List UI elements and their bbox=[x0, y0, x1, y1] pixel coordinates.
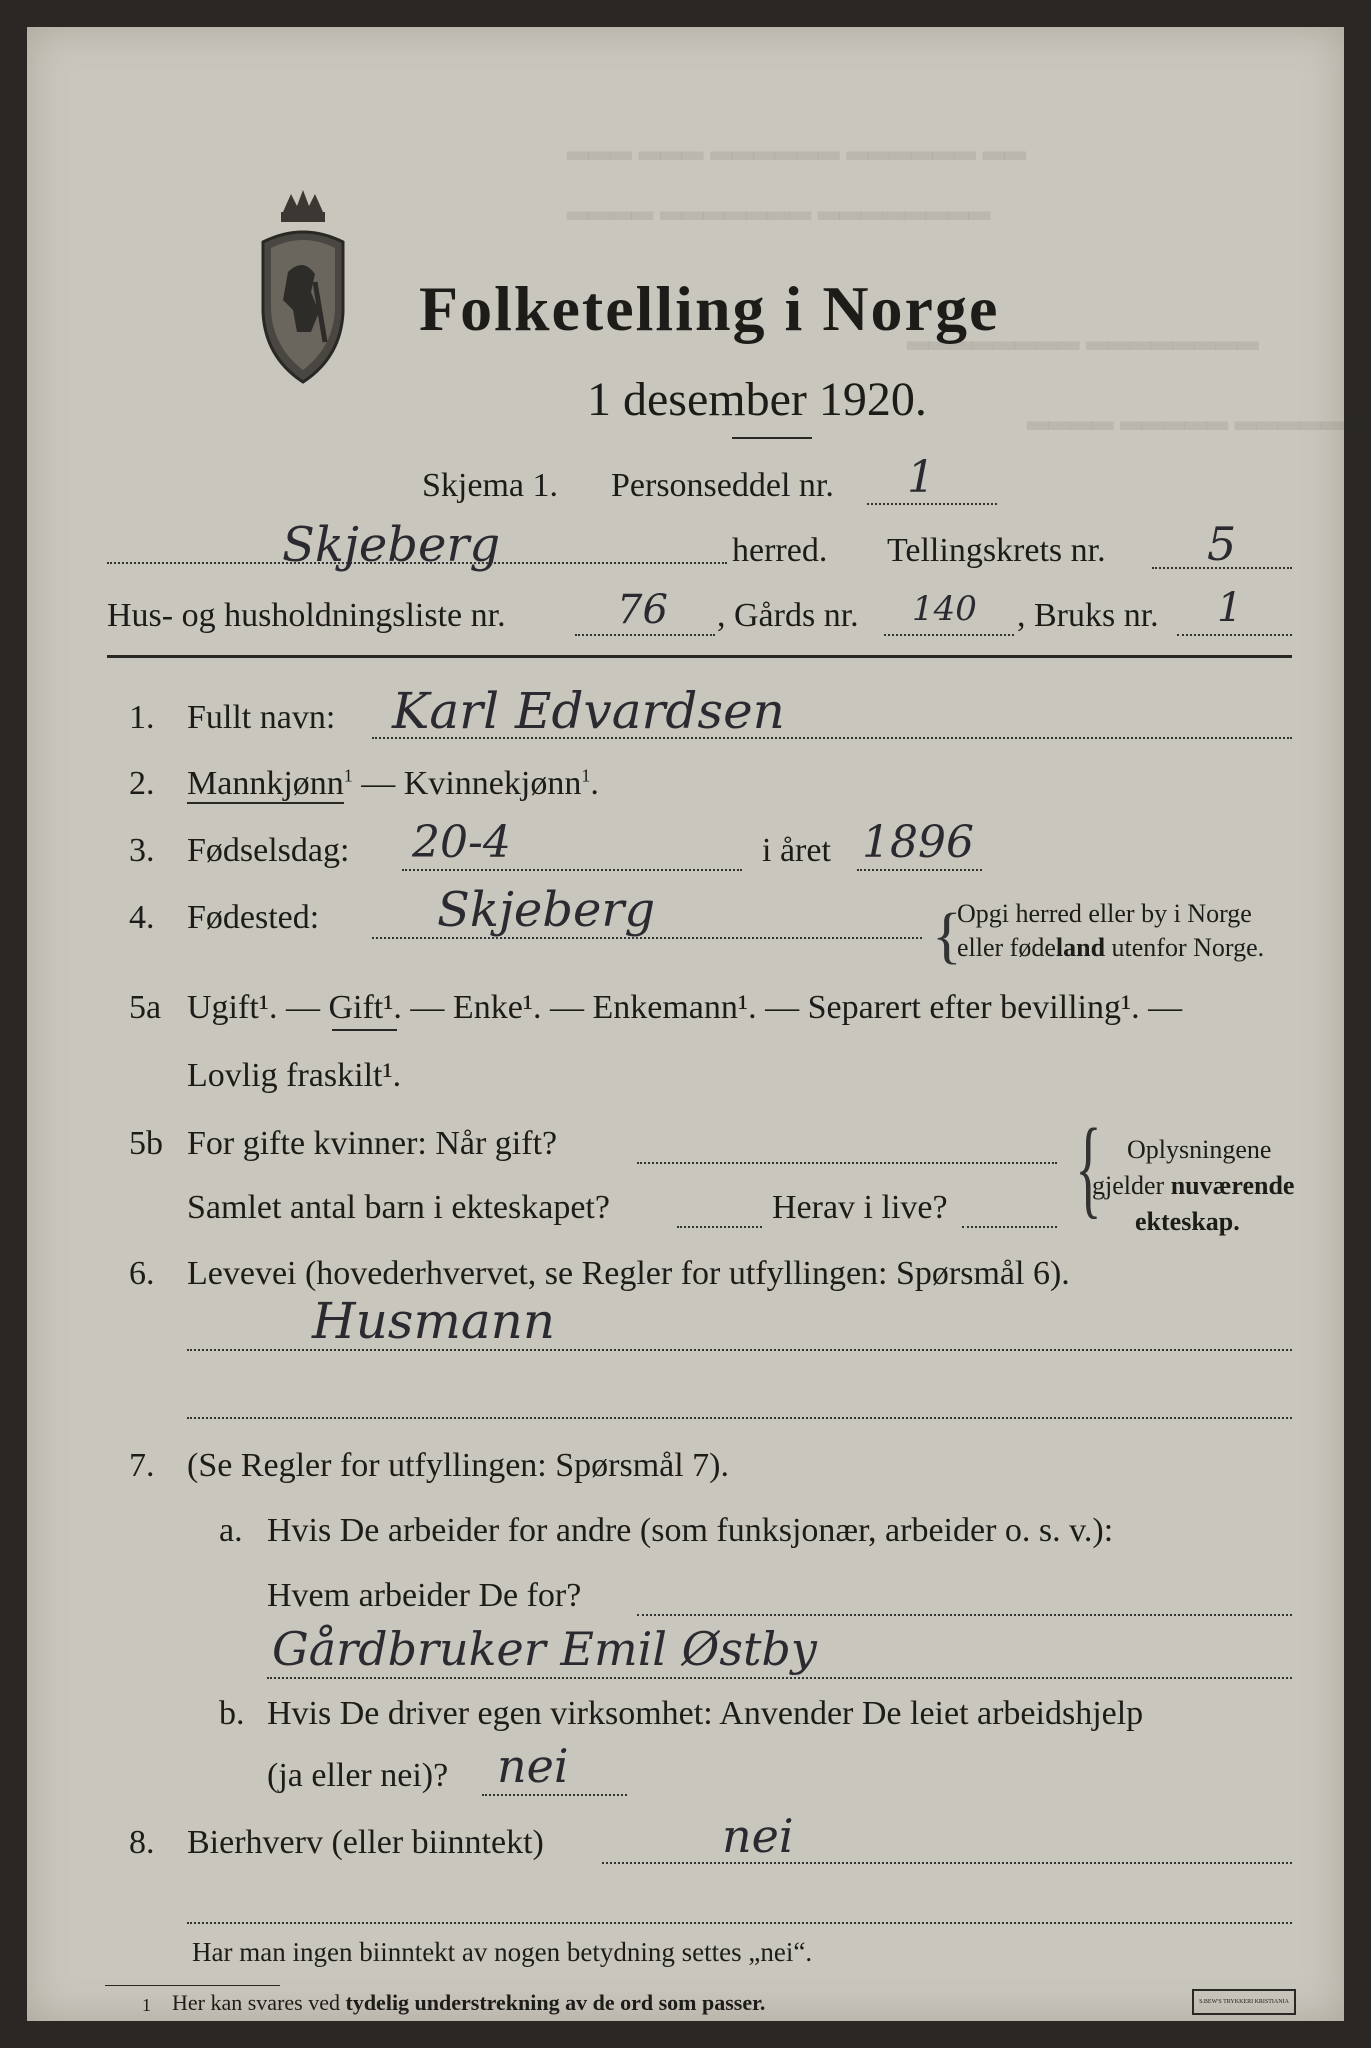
tellingskrets-label: Tellingskrets nr. bbox=[887, 532, 1106, 569]
hus-line bbox=[575, 634, 715, 636]
q1-label: Fullt navn: bbox=[187, 699, 336, 736]
brace: { bbox=[1075, 1106, 1102, 1228]
birth-year-value: 1896 bbox=[862, 817, 974, 868]
hus-value: 76 bbox=[617, 587, 668, 633]
census-date: 1 desember 1920. bbox=[587, 373, 927, 426]
birthday-value: 20-4 bbox=[412, 817, 511, 868]
bruks-value: 1 bbox=[1217, 585, 1243, 631]
q7b-text: Hvis De driver egen virksomhet: Anvender De leiet arbeidshjelp bbox=[267, 1695, 1144, 1732]
q7a-text: Hvis De arbeider for andre (som funksjonær, arbeider o. s. v.): bbox=[267, 1512, 1114, 1549]
q5b-children-dots bbox=[677, 1226, 762, 1228]
employer-value: Gårdbruker Emil Østby bbox=[272, 1622, 817, 1676]
q3-label: Fødselsdag: bbox=[187, 832, 350, 869]
q5b-line1-dots bbox=[637, 1162, 1057, 1164]
q8-label: Bierhverv (eller biinntekt) bbox=[187, 1824, 544, 1861]
male-option: Mannkjønn bbox=[187, 765, 344, 802]
bleed-through: ▂▂▂▂ ▂▂▂▂▂▂▂ ▂▂▂▂▂▂▂▂ bbox=[567, 189, 991, 220]
q7a-question: Hvem arbeider De for? bbox=[267, 1577, 582, 1614]
bruks-label: , Bruks nr. bbox=[1017, 597, 1159, 634]
coat-of-arms-icon bbox=[253, 182, 353, 392]
brace: { bbox=[932, 902, 962, 970]
hus-label: Hus- og husholdningsliste nr. bbox=[107, 597, 506, 634]
q5b-note-3: ekteskap. bbox=[1135, 1207, 1240, 1236]
bleed-through: ▂▂▂▂ ▂▂▂▂▂ ▂▂▂▂▂▂ bbox=[1027, 399, 1364, 430]
printer-stamp: S.BEW'S TRYKKERI KRISTIANIA bbox=[1192, 1989, 1296, 2015]
footnote-divider bbox=[105, 1985, 280, 1986]
q5b-alive-label: Herav i live? bbox=[772, 1189, 948, 1226]
bleed-through: ▂▂▂▂▂▂▂▂ ▂▂▂▂▂▂▂▂ bbox=[907, 319, 1259, 350]
q5b-line1: For gifte kvinner: Når gift? bbox=[187, 1125, 558, 1162]
q5b-alive-dots bbox=[962, 1226, 1057, 1228]
q3-number: 3. bbox=[129, 832, 155, 869]
q8-line-2 bbox=[187, 1922, 1292, 1924]
q7a-letter: a. bbox=[219, 1512, 243, 1549]
footnote-number: 1 bbox=[142, 1995, 151, 2015]
gards-label: , Gårds nr. bbox=[717, 597, 859, 634]
q6-number: 6. bbox=[129, 1255, 155, 1292]
q6-line-2 bbox=[187, 1417, 1292, 1419]
herred-value: Skjeberg bbox=[282, 517, 501, 573]
title-divider bbox=[732, 437, 812, 439]
q5b-children-label: Samlet antal barn i ekteskapet? bbox=[187, 1189, 610, 1226]
q5a-number: 5a bbox=[129, 989, 162, 1026]
q6-label: Levevei (hovederhvervet, se Regler for utfyllingen: Spørsmål 6). bbox=[187, 1255, 1070, 1292]
marital-status-options: Ugift¹. — Gift¹. — Enke¹. — Enkemann¹. — Separert efter bevilling¹. — bbox=[187, 989, 1183, 1026]
q5b-number: 5b bbox=[129, 1125, 163, 1162]
q7-number: 7. bbox=[129, 1447, 155, 1484]
q3-line bbox=[402, 869, 742, 871]
q5b-note-1: Oplysningene bbox=[1127, 1135, 1272, 1164]
footnote-text: Her kan svares ved tydelig understrekning av de ord som passer. bbox=[172, 1990, 766, 2015]
occupation-value: Husmann bbox=[312, 1292, 556, 1350]
q1-number: 1. bbox=[129, 699, 155, 736]
page-title: Folketelling i Norge bbox=[419, 273, 1000, 344]
q4-number: 4. bbox=[129, 899, 155, 936]
gender-options: Mannkjønn$^1$ — Kvinnekjønn$^1$. bbox=[187, 765, 599, 802]
q8-number: 8. bbox=[129, 1824, 155, 1861]
q8-line bbox=[602, 1862, 1292, 1864]
q4-label: Fødested: bbox=[187, 899, 320, 936]
married-underline bbox=[332, 1029, 397, 1031]
personseddel-line bbox=[867, 503, 997, 505]
q7b-question: (ja eller nei)? bbox=[267, 1757, 449, 1794]
gards-value: 140 bbox=[912, 589, 977, 629]
header-divider bbox=[107, 655, 1292, 658]
year-label: i året bbox=[762, 832, 831, 869]
gards-line bbox=[884, 634, 1014, 636]
census-form bbox=[27, 27, 1364, 2021]
female-option: Kvinnekjønn bbox=[403, 765, 582, 802]
personseddel-label: Personseddel nr. bbox=[611, 467, 834, 504]
secondary-income-value: nei bbox=[722, 1809, 794, 1863]
birthplace-value: Skjeberg bbox=[437, 882, 656, 938]
bleed-through: ▂▂▂ ▂▂▂ ▂▂▂▂▂▂ ▂▂▂▂▂▂ ▂▂ bbox=[567, 129, 1026, 160]
q7b-letter: b. bbox=[219, 1695, 245, 1732]
q7a-line-1 bbox=[637, 1614, 1292, 1616]
q7a-line-2 bbox=[267, 1677, 1292, 1679]
q7b-line bbox=[482, 1794, 627, 1796]
birthplace-note-2: eller fødeland utenfor Norge. bbox=[957, 933, 1265, 962]
personseddel-value: 1 bbox=[907, 452, 935, 503]
birthplace-note-1: Opgi herred eller by i Norge bbox=[957, 899, 1252, 928]
herred-label: herred. bbox=[732, 532, 828, 569]
tellingskrets-value: 5 bbox=[1207, 517, 1237, 571]
bruks-line bbox=[1177, 634, 1292, 636]
year-line bbox=[857, 869, 982, 871]
q7-label: (Se Regler for utfyllingen: Spørsmål 7). bbox=[187, 1447, 730, 1484]
full-name-value: Karl Edvardsen bbox=[392, 682, 785, 740]
q5b-note-2: gjelder nuværende bbox=[1092, 1171, 1295, 1200]
q2-number: 2. bbox=[129, 765, 155, 802]
hired-help-value: nei bbox=[497, 1739, 569, 1793]
schema-label: Skjema 1. bbox=[422, 467, 558, 504]
footer-note: Har man ingen biinntekt av nogen betydning settes „nei“. bbox=[192, 1937, 813, 1967]
marital-status-line-2: Lovlig fraskilt¹. bbox=[187, 1057, 402, 1094]
